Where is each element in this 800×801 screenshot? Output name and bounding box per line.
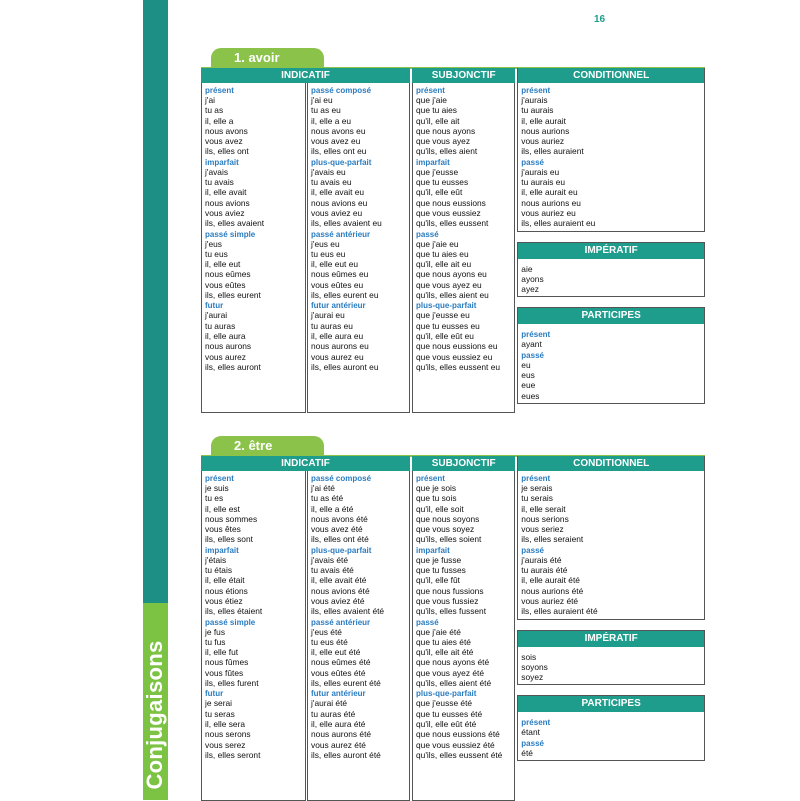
conjugated-form: il, elle a	[205, 115, 234, 126]
conjugated-form: vous eûtes	[205, 279, 246, 290]
conjugated-form: il, elle eut	[205, 259, 241, 270]
conjugated-form: tu as eu	[311, 105, 341, 116]
conjugated-form: que tu eusses	[416, 177, 469, 188]
tense-label: futur	[205, 689, 224, 699]
conjugated-form: je serai	[205, 698, 232, 709]
tense-label: futur antérieur	[311, 689, 366, 699]
conjugated-form: vous auriez eu	[521, 207, 576, 218]
conjugated-form: vous avez eu	[311, 136, 361, 147]
conjugated-form: ils, elles eurent eu	[311, 290, 379, 301]
conjugated-form: que tu aies été	[416, 636, 471, 647]
conjugated-form: ils, elles ont eu	[311, 146, 367, 157]
conjugated-form: qu'ils, elles eussent été	[416, 749, 503, 760]
conditionnel-body	[518, 83, 704, 231]
conjugated-form: vous eûtes eu	[311, 279, 364, 290]
conditionnel-box	[517, 68, 705, 232]
conjugated-form: que vous fussiez	[416, 595, 479, 606]
conjugated-form: j'avais	[205, 166, 229, 177]
conjugated-form: qu'il, elle soit	[416, 503, 464, 514]
conjugated-form: j'eus	[205, 238, 222, 249]
right-column	[517, 68, 705, 413]
conditionnel-box	[517, 456, 705, 620]
conjugated-form: que tu aies	[416, 105, 457, 116]
conjugated-form: que nous soyons	[416, 513, 480, 524]
conjugated-form: il, elle est	[205, 503, 240, 514]
conjugated-form: nous serons	[205, 729, 251, 740]
imperatif-body	[518, 647, 704, 685]
conjugated-form: ils, elles auront	[205, 361, 261, 372]
conjugated-form: ils, elles étaient	[205, 606, 263, 617]
conjugated-form: il, elle fut	[205, 647, 239, 658]
conjugated-form: ils, elles auront eu	[311, 361, 379, 372]
conjugated-form: j'aurais	[521, 95, 548, 105]
conjugated-form: vous étiez	[205, 595, 243, 606]
subjonctif-header: SUBJONCTIF	[412, 68, 515, 83]
subjonctif-group	[412, 68, 515, 413]
indicatif-group	[201, 68, 410, 413]
conjugated-form: nous aurions eu	[521, 197, 581, 208]
conjugated-form: tu eus été	[311, 636, 348, 647]
conjugated-form: nous aurons	[205, 341, 252, 352]
imperatif-form: aie	[521, 263, 533, 274]
imperatif-form: ayez	[521, 284, 539, 295]
conjugated-form: ils, elles eurent été	[311, 678, 381, 689]
conjugated-form: vous aviez	[205, 207, 245, 218]
conjugated-form: qu'il, elle eût eu	[416, 330, 474, 341]
conjugated-form: j'ai	[205, 95, 215, 105]
conjugated-form: que tu aies eu	[416, 248, 469, 259]
conjugated-form: il, elle aurait	[521, 115, 566, 126]
conjugated-form: que vous eussiez été	[416, 739, 495, 750]
spacer	[517, 297, 705, 307]
conjugated-form: eues	[521, 390, 540, 401]
conjugated-form: j'avais eu	[311, 166, 346, 177]
imperatif-form: ayons	[521, 273, 544, 284]
conjugated-form: que vous ayez eu	[416, 279, 482, 290]
conjugated-form: que nous eussions eu	[416, 341, 498, 352]
conjugated-form: j'ai eu	[311, 95, 333, 105]
conjugated-form: ils, elles furent	[205, 678, 259, 689]
tense-label: plus-que-parfait	[416, 301, 477, 311]
tense-label: plus-que-parfait	[416, 689, 477, 699]
tense-label: passé simple	[205, 617, 256, 627]
conjugated-form: qu'il, elle fût	[416, 575, 460, 586]
conjugated-form: ils, elles avaient	[205, 218, 265, 229]
subjonctif-column	[412, 471, 515, 801]
tense-label: présent	[205, 474, 234, 483]
indicatif-header: INDICATIF	[201, 456, 410, 471]
verb-section	[201, 48, 705, 408]
conjugated-form: j'eus été	[311, 626, 342, 637]
participes-box	[517, 307, 705, 403]
tense-label: présent	[521, 718, 551, 728]
conjugated-form: nous avons été	[311, 513, 368, 524]
conjugated-form: nous avons eu	[311, 125, 366, 136]
imperatif-header: IMPÉRATIF	[518, 631, 704, 647]
conjugated-form: nous eûmes eu	[311, 269, 369, 280]
conjugated-form: tu auras	[205, 320, 236, 331]
conjugated-form: nous eûmes été	[311, 657, 371, 668]
conjugated-form: nous avons	[205, 125, 248, 136]
conjugated-form: il, elle eut eu	[311, 259, 359, 270]
conjugated-form: il, elle était	[205, 575, 245, 586]
conjugated-form: j'aurai	[205, 310, 228, 321]
conjugated-form: j'aurai été	[311, 698, 348, 709]
conjugated-form: eue	[521, 380, 536, 391]
conjugated-form: vous fûtes	[205, 667, 244, 678]
conjugated-form: qu'il, elle ait	[416, 115, 460, 126]
conjugated-form: il, elle serait	[521, 503, 566, 514]
tense-label: imparfait	[205, 545, 239, 555]
conjugated-form: ils, elles auront été	[311, 749, 381, 760]
conjugated-form: ils, elles auraient	[521, 146, 584, 157]
tense-label: présent	[521, 86, 551, 95]
conjugated-form: ils, elles ont été	[311, 534, 369, 545]
conjugated-form: tu serais	[521, 493, 553, 504]
spacer	[517, 685, 705, 695]
conjugated-form: que nous ayons	[416, 125, 476, 136]
conjugated-form: il, elle avait été	[311, 575, 367, 586]
conjugated-form: que nous eussions été	[416, 729, 500, 740]
conjugated-form: qu'ils, elles soient	[416, 534, 482, 545]
verb-section	[201, 436, 705, 796]
conjugated-form: j'avais été	[311, 554, 348, 565]
conjugated-form: il, elle a été	[311, 503, 354, 514]
conjugated-form: que j'aie été	[416, 626, 461, 637]
indicatif-group	[201, 456, 410, 801]
tense-label: présent	[521, 474, 551, 483]
conjugated-form: j'ai été	[311, 483, 335, 493]
conjugated-form: j'aurais été	[521, 554, 562, 565]
tense-label: imparfait	[416, 157, 450, 167]
conjugated-form: ils, elles seraient	[521, 534, 584, 545]
conjugated-form: que nous eussions	[416, 197, 486, 208]
tense-label: passé	[521, 545, 544, 555]
imperatif-body	[518, 259, 704, 297]
conjugated-form: qu'il, elle eût été	[416, 718, 477, 729]
conjugated-form: vous avez	[205, 136, 243, 147]
indicatif-columns	[201, 456, 410, 801]
conjugated-form: nous avions	[205, 197, 250, 208]
imperatif-form: soyons	[521, 661, 548, 672]
conjugation-table	[201, 456, 705, 801]
conjugated-form: il, elle avait	[205, 187, 247, 198]
conjugated-form: vous aviez été	[311, 595, 365, 606]
conjugated-form: tu avais	[205, 177, 234, 188]
indicatif-column-compound	[307, 83, 410, 413]
indicatif-header: INDICATIF	[201, 68, 410, 83]
conjugated-form: tu aurais	[521, 105, 554, 116]
tense-label: passé simple	[205, 229, 256, 239]
conjugated-form: qu'ils, elles eussent eu	[416, 361, 501, 372]
conjugated-form: que je sois	[416, 483, 457, 493]
conjugated-form: tu eus eu	[311, 248, 346, 259]
conjugated-form: tu avais été	[311, 565, 354, 576]
conjugated-form: vous aviez eu	[311, 207, 363, 218]
conjugated-form: nous eûmes	[205, 269, 251, 280]
conjugated-form: tu eus	[205, 248, 228, 259]
conjugated-form: qu'il, elle eût	[416, 187, 463, 198]
tense-label: présent	[205, 86, 234, 95]
conjugated-form: nous sommes	[205, 513, 258, 524]
conjugated-form: vous êtes	[205, 524, 241, 535]
conjugated-form: tu fus	[205, 636, 226, 647]
conjugated-form: il, elle aura eu	[311, 330, 364, 341]
conjugated-form: qu'ils, elles aient eu	[416, 290, 489, 301]
imperatif-box	[517, 242, 705, 298]
conjugated-form: ils, elles avaient eu	[311, 218, 382, 229]
conjugated-form: ils, elles ont	[205, 146, 249, 157]
imperatif-form: sois	[521, 651, 537, 662]
conjugated-form: ils, elles auraient été	[521, 606, 598, 617]
tense-label: passé antérieur	[311, 617, 371, 627]
tense-label: passé composé	[311, 86, 372, 95]
tense-label: présent	[416, 86, 445, 95]
conjugated-form: nous étions	[205, 585, 248, 596]
conjugated-form: eus	[521, 370, 535, 381]
conjugated-form: été	[521, 747, 533, 758]
conditionnel-header: CONDITIONNEL	[518, 456, 704, 471]
conjugated-form: il, elle aurait été	[521, 575, 580, 586]
verb-title-tab: 1. avoir	[211, 48, 324, 68]
conjugated-form: étant	[521, 727, 540, 738]
conjugated-form: qu'ils, elles eussent	[416, 218, 489, 229]
page-number: 16	[594, 14, 606, 25]
tense-label: passé	[521, 350, 544, 360]
spacer	[517, 620, 705, 630]
conjugated-form: tu étais	[205, 565, 233, 576]
conjugated-form: que j'eusse	[416, 166, 459, 177]
tense-label: passé composé	[311, 474, 372, 483]
conjugated-form: qu'ils, elles fussent	[416, 606, 487, 617]
subjonctif-column	[412, 83, 515, 413]
conjugated-form: que tu eusses été	[416, 708, 483, 719]
spacer	[517, 232, 705, 242]
participes-header: PARTICIPES	[518, 308, 704, 324]
conjugated-form: j'eus eu	[311, 238, 340, 249]
imperatif-box	[517, 630, 705, 686]
participes-box	[517, 695, 705, 761]
conjugated-form: il, elle sera	[205, 718, 246, 729]
tense-label: futur antérieur	[311, 301, 366, 311]
tense-label: imparfait	[416, 545, 450, 555]
conjugated-form: tu aurais été	[521, 565, 568, 576]
conjugated-form: il, elle eut été	[311, 647, 361, 658]
conjugated-form: j'aurais eu	[521, 166, 560, 177]
tense-label: imparfait	[205, 157, 239, 167]
conjugated-form: nous aurons été	[311, 729, 372, 740]
conjugated-form: vous auriez	[521, 136, 565, 147]
conjugated-form: que nous ayons eu	[416, 269, 487, 280]
conjugated-form: nous avions eu	[311, 197, 368, 208]
conjugated-form: ils, elles eurent	[205, 290, 261, 301]
conjugated-form: nous avions été	[311, 585, 370, 596]
conjugated-form: il, elle aura	[205, 330, 246, 341]
conjugated-form: que tu sois	[416, 493, 457, 504]
conjugated-form: ils, elles sont	[205, 534, 253, 545]
conjugated-form: qu'ils, elles aient	[416, 146, 478, 157]
conjugated-form: vous aurez été	[311, 739, 366, 750]
tense-label: présent	[416, 474, 445, 483]
conjugation-table	[201, 68, 705, 413]
participes-header: PARTICIPES	[518, 696, 704, 712]
tense-label: passé	[416, 617, 439, 627]
conjugated-form: il, elle aurait eu	[521, 187, 578, 198]
conjugated-form: que tu eusses eu	[416, 320, 480, 331]
conjugated-form: tu avais eu	[311, 177, 352, 188]
tense-label: plus-que-parfait	[311, 545, 372, 555]
indicatif-columns	[201, 68, 410, 413]
conjugated-form: nous serions	[521, 513, 569, 524]
conjugated-form: que j'aie eu	[416, 238, 459, 249]
conjugated-form: que j'eusse été	[416, 698, 473, 709]
conjugated-form: nous fûmes	[205, 657, 249, 668]
conjugated-form: je fus	[205, 626, 226, 637]
tense-label: plus-que-parfait	[311, 157, 372, 167]
participes-body	[518, 324, 704, 402]
conjugated-form: tu es	[205, 493, 224, 504]
conjugated-form: vous aurez	[205, 351, 246, 362]
tense-label: passé	[521, 738, 544, 748]
conjugated-form: vous serez	[205, 739, 246, 750]
conjugated-form: ils, elles auraient eu	[521, 218, 596, 229]
conjugated-form: ils, elles seront	[205, 749, 261, 760]
conjugated-form: nous aurons eu	[311, 341, 369, 352]
conjugated-form: que vous ayez été	[416, 667, 484, 678]
conjugated-form: j'étais	[205, 554, 227, 565]
indicatif-column-simple	[201, 83, 306, 413]
tense-label: passé antérieur	[311, 229, 371, 239]
conjugated-form: tu auras eu	[311, 320, 353, 331]
conjugated-form: tu seras	[205, 708, 235, 719]
tense-label: passé	[521, 157, 544, 167]
conjugated-form: vous auriez été	[521, 595, 579, 606]
tense-label: futur	[205, 301, 224, 311]
imperatif-header: IMPÉRATIF	[518, 243, 704, 259]
subjonctif-group	[412, 456, 515, 801]
conjugated-form: tu as été	[311, 493, 344, 504]
conjugated-form: que j'eusse eu	[416, 310, 470, 321]
imperatif-form: soyez	[521, 672, 544, 683]
conjugated-form: que j'aie	[416, 95, 447, 105]
conjugated-form: tu as	[205, 105, 224, 116]
conjugated-form: ils, elles avaient été	[311, 606, 385, 617]
verb-title-tab: 2. être	[211, 436, 324, 456]
conjugated-form: que nous ayons été	[416, 657, 490, 668]
conjugated-form: qu'ils, elles aient été	[416, 678, 492, 689]
conjugated-form: ayant	[521, 339, 542, 350]
conjugated-form: il, elle a eu	[311, 115, 352, 126]
conjugated-form: je suis	[205, 483, 229, 493]
right-column	[517, 456, 705, 801]
conjugated-form: que vous soyez	[416, 524, 475, 535]
conjugated-form: que tu fusses	[416, 565, 466, 576]
subjonctif-header: SUBJONCTIF	[412, 456, 515, 471]
conjugated-form: nous aurions	[521, 125, 570, 136]
indicatif-column-simple	[201, 471, 306, 801]
conjugated-form: vous seriez	[521, 524, 564, 535]
conjugated-form: que je fusse	[416, 554, 462, 565]
participes-body	[518, 712, 704, 760]
conjugated-form: que vous ayez	[416, 136, 471, 147]
conjugated-form: il, elle aura été	[311, 718, 366, 729]
conjugated-form: tu auras été	[311, 708, 356, 719]
conjugated-form: que vous eussiez	[416, 207, 481, 218]
conjugated-form: je serais	[521, 483, 553, 493]
conjugated-form: il, elle avait eu	[311, 187, 365, 198]
conjugated-form: qu'il, elle ait été	[416, 647, 474, 658]
conditionnel-body	[518, 471, 704, 619]
conjugated-form: que vous eussiez eu	[416, 351, 493, 362]
side-label: Conjugaisons	[142, 640, 167, 790]
conjugated-form: vous avez été	[311, 524, 363, 535]
conjugated-form: nous aurions été	[521, 585, 584, 596]
conjugated-form: qu'il, elle ait eu	[416, 259, 472, 270]
conjugated-form: j'aurai eu	[311, 310, 345, 321]
conjugated-form: vous eûtes été	[311, 667, 366, 678]
conjugated-form: eu	[521, 359, 531, 370]
conditionnel-header: CONDITIONNEL	[518, 68, 704, 83]
conjugated-form: que nous fussions	[416, 585, 484, 596]
tense-label: présent	[521, 330, 551, 340]
conjugated-form: tu aurais eu	[521, 177, 566, 188]
tense-label: passé	[416, 229, 439, 239]
indicatif-column-compound	[307, 471, 410, 801]
conjugated-form: vous aurez eu	[311, 351, 364, 362]
